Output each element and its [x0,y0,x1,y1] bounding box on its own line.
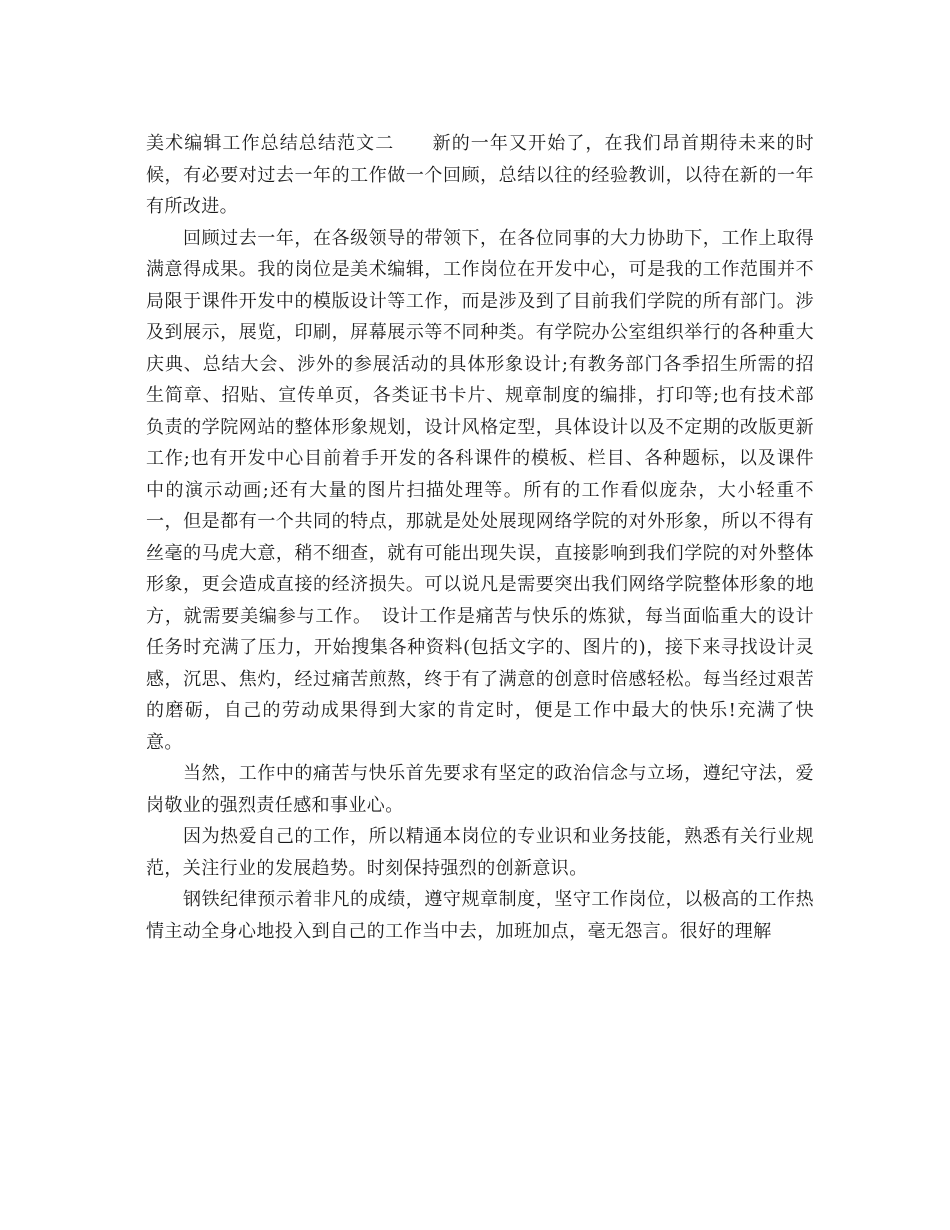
paragraph-discipline: 钢铁纪律预示着非凡的成绩，遵守规章制度，坚守工作岗位，以极高的工作热情主动全身心地投入到自己的工作当中去，加班加点，毫无怨言。很好的理解 [146,889,814,942]
paragraph-political-belief: 当然，工作中的痛苦与快乐首先要求有坚定的政治信念与立场，遵纪守法，爱岗敬业的强烈责任感和事业心。 [146,763,814,816]
paragraph-review: 回顾过去一年，在各级领导的带领下，在各位同事的大力协助下，工作上取得满意得成果。我的岗位是美术编辑，工作岗位在开发中心，可是我的工作范围并不局限于课件开发中的模版设计等工作，而是涉及到了目前我们学院的所有部门。涉及到展示，展览，印刷，屏幕展示等不同种类。有学院办公室组织举行的各种重大庆典、总结大会、涉外的参展活动的具体形象设计;有教务部门各季招生所需的招生简章、招贴、宣传单页，各类证书卡片、规章制度的编排，打印等;也有技术部负责的学院网站的整体形象规划，设计风格定型，具体设计以及不定期的改版更新工作;也有开发中心目前着手开发的各科课件的模板、栏目、各种题标，以及课件中的演示动画;还有大量的图片扫描处理等。所有的工作看似庞杂，大小轻重不一，但是都有一个共同的特点，那就是处处展现网络学院的对外形象，所以不得有丝毫的马虎大意，稍不细查，就有可能出现失误，直接影响到我们学院的对外整体形象，更会造成直接的经济损失。可以说凡是需要突出我们网络学院整体形象的地方，就需要美编参与工作。 设计工作是痛苦与快乐的炼狱，每当面临重大的设计任务时充满了压力，开始搜集各种资料(包括文字的、图片的)，接下来寻找设计灵感，沉思、焦灼，经过痛苦煎熬，终于有了满意的创意时倍感轻松。每当经过艰苦的磨砺，自己的劳动成果得到大家的肯定时，便是工作中最大的快乐!充满了快意。 [146,227,814,753]
paragraph-title-intro: 美术编辑工作总结总结范文二 新的一年又开始了，在我们昂首期待未来的时候，有必要对过去一年的工作做一个回顾，总结以往的经验教训，以待在新的一年有所改进。 [146,133,814,217]
paragraph-professional-skill: 因为热爱自己的工作，所以精通本岗位的专业识和业务技能，熟悉有关行业规范，关注行业的发展趋势。时刻保持强烈的创新意识。 [146,826,814,879]
document-body [146,128,814,947]
